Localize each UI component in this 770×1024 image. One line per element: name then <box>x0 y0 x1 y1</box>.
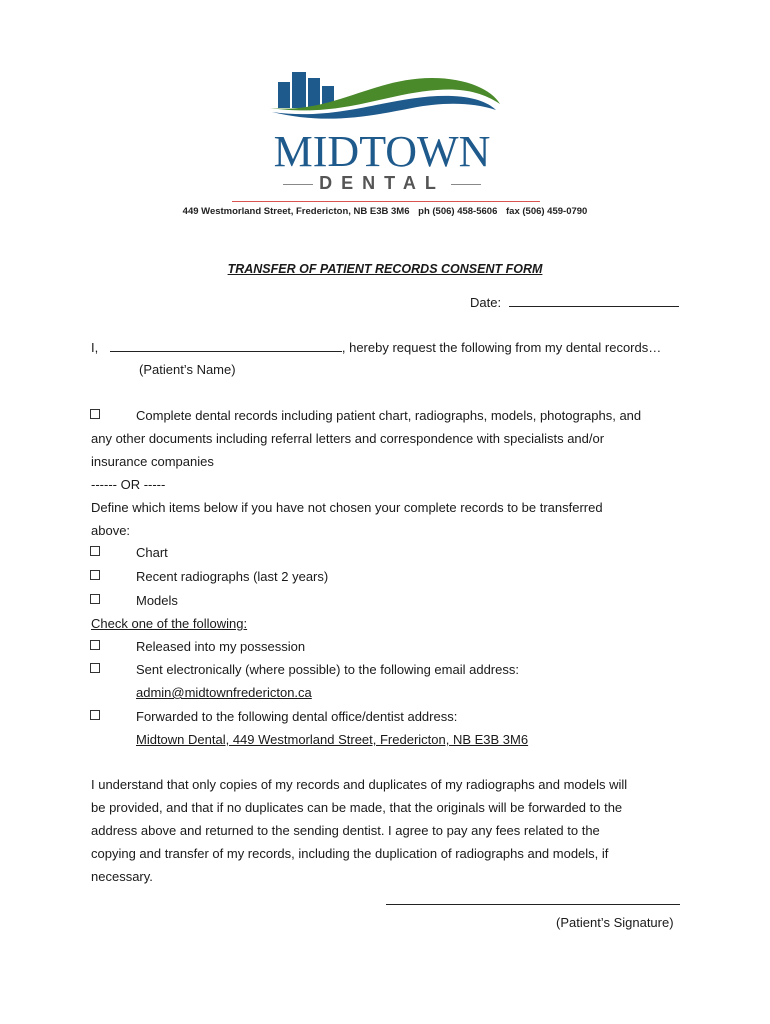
address-street: 449 Westmorland Street, Fredericton, NB E3B 3M6 <box>182 206 410 217</box>
complete-records-line1: Complete dental records including patient chart, radiographs, models, photographs, and <box>136 408 642 423</box>
midtown-dental-logo <box>262 68 502 198</box>
request-prefix: I, <box>91 340 99 355</box>
define-line2: above: <box>91 523 131 538</box>
option-forwarded: Forwarded to the following dental office/dentist address: <box>136 709 458 724</box>
released-checkbox[interactable] <box>90 640 100 650</box>
forward-address: Midtown Dental, 449 Westmorland Street, Fredericton, NB E3B 3M6 <box>136 732 529 747</box>
date-row <box>470 291 679 314</box>
understand-line5: necessary. <box>91 869 153 884</box>
email-address: admin@midtownfredericton.ca <box>136 685 312 700</box>
models-checkbox[interactable] <box>90 594 100 604</box>
option-electronic: Sent electronically (where possible) to the following email address: <box>136 662 519 677</box>
signature-caption: (Patient’s Signature) <box>556 915 674 930</box>
option-released: Released into my possession <box>136 639 306 654</box>
address-phone: ph (506) 458-5606 <box>418 206 498 217</box>
item-radiographs: Recent radiographs (last 2 years) <box>136 569 329 584</box>
date-label: Date: <box>470 295 502 310</box>
practice-address <box>0 206 770 217</box>
understand-line2: be provided, and that if no duplicates can be made, that the originals will be forwarded to the <box>91 800 623 815</box>
define-line1: Define which items below if you have not chosen your complete records to be transferred <box>91 500 603 515</box>
request-row <box>91 336 661 359</box>
chart-checkbox[interactable] <box>90 546 100 556</box>
date-field[interactable] <box>509 292 679 307</box>
complete-records-checkbox[interactable] <box>90 409 100 419</box>
item-models: Models <box>136 593 178 608</box>
complete-records-line3: insurance companies <box>91 454 214 469</box>
forwarded-checkbox[interactable] <box>90 710 100 720</box>
or-separator: ------ OR ----- <box>91 477 166 492</box>
electronic-checkbox[interactable] <box>90 663 100 673</box>
header-divider <box>232 201 540 202</box>
understand-line4: copying and transfer of my records, including the duplication of radiographs and models, if <box>91 846 609 861</box>
patient-name-field[interactable] <box>110 337 342 352</box>
request-suffix: , hereby request the following from my dental records… <box>341 340 662 355</box>
radiographs-checkbox[interactable] <box>90 570 100 580</box>
logo-graphic <box>262 68 502 130</box>
address-fax: fax (506) 459-0790 <box>506 206 588 217</box>
understand-line3: address above and returned to the sending dentist. I agree to pay any fees related to the <box>91 823 600 838</box>
logo-wordmark: MIDTOWN <box>273 127 491 176</box>
check-one-label: Check one of the following: <box>91 616 248 631</box>
understand-line1: I understand that only copies of my records and duplicates of my radiographs and models will <box>91 777 628 792</box>
item-chart: Chart <box>136 545 168 560</box>
form-title: TRANSFER OF PATIENT RECORDS CONSENT FORM <box>227 262 543 276</box>
patient-name-caption: (Patient’s Name) <box>139 362 236 377</box>
logo-subtitle: DENTAL <box>262 174 502 192</box>
complete-records-line2: any other documents including referral letters and correspondence with specialists and/or <box>91 431 605 446</box>
signature-field[interactable] <box>386 904 680 905</box>
